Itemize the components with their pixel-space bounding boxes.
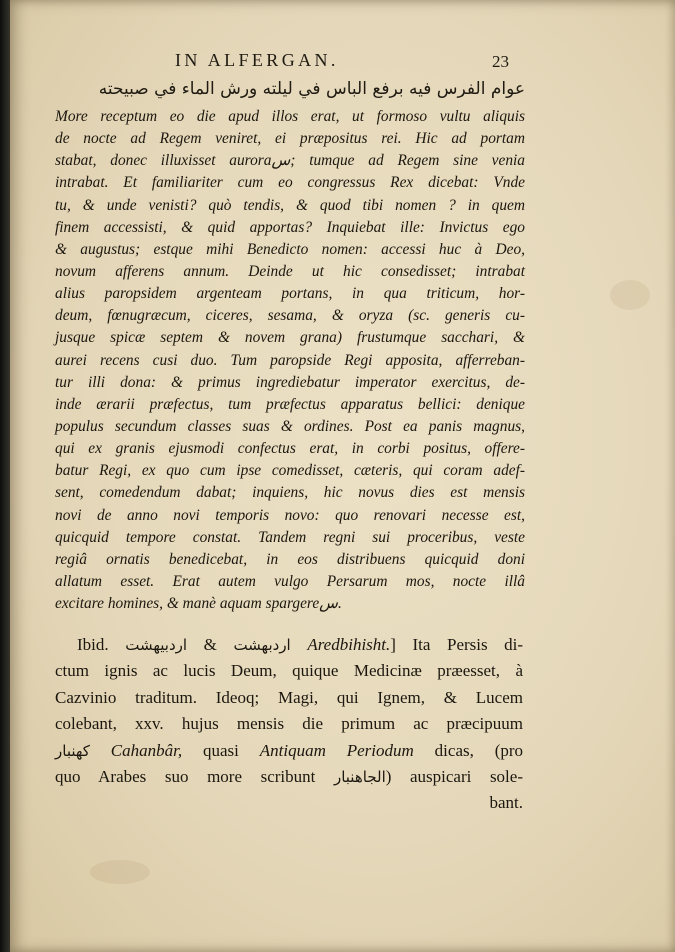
text-line: regiâ ornatis benedicebat, in eos distribuens quicquid doni (55, 550, 525, 568)
text-run: dicas, (pro (434, 740, 524, 760)
text-line: jusque spicæ septem & novem grana) frustumque sacchari, & (55, 329, 525, 347)
text-run: ) auspicari sole- (385, 766, 523, 786)
arabic-term: اردبيهشت (125, 636, 188, 654)
text-line: aurei recens cusi duo. Tum paropside Regi apposita, afferreban- (55, 351, 525, 369)
text-line (55, 764, 523, 790)
italic-paragraph (55, 106, 525, 615)
text-line: More receptum eo die apud illos erat, ut formoso vultu aliquis (55, 108, 525, 125)
text-line: & augustus; estque mihi Benedicto nomen: accessi huc à Deo, (55, 240, 525, 258)
text-run: quasi (203, 740, 239, 760)
page-header (10, 50, 675, 80)
text-line: finem accessisti, & quid apportas? Inquiebat ille: Invictus ego (55, 218, 525, 236)
text-line: sent, comedendum dabat; inquiens, hic novus dies est mensis (55, 484, 525, 502)
italic-term: Aredbihisht. (307, 635, 391, 654)
text-line: colebant, xxv. hujus mensis die primum ac præcipuum (55, 714, 523, 734)
text-line: novum afferens annum. Deinde ut hic consedisset; intrabat (55, 262, 525, 280)
text-line: excitare homines, & manè aquam spargereس. (55, 595, 342, 613)
text-line: stabat, donec illuxisset auroraس; tumque ad Regem sine venia (55, 152, 526, 170)
arabic-term: اردبهشت (233, 636, 291, 654)
text-line (55, 738, 523, 764)
text-line: intrabat. Et familiariter cum eo congressus Rex dicebat: Vnde (55, 174, 525, 192)
text-line: quicquid tempore constat. Tandem regni sui proceribus, veste (55, 528, 525, 546)
text-line: tur illi dona: & primus ingrediebatur imperator exercitus, de- (55, 373, 525, 391)
text-run: ] Ita Persis di- (390, 635, 524, 654)
text-line: ctum ignis ac lucis Deum, quique Medicinæ præesset, à (55, 661, 523, 681)
text-run: quo Arabes suo more scribunt (55, 766, 316, 786)
text-line: alius paropsidem argenteam portans, in qua triticum, hor- (55, 285, 525, 303)
text-line: batur Regi, ex quo cum ipse comedisset, cæteris, qui coram adef- (55, 462, 525, 480)
running-head: IN ALFERGAN. (175, 50, 339, 70)
text-line: de nocte ad Regem veniret, ei præpositus rei. Hic ad portam (55, 130, 525, 148)
italic-term: Antiquam Periodum (259, 740, 414, 760)
text-line: deum, fœnugræcum, ciceres, sesama, & oryza (sc. generis cu- (55, 307, 525, 325)
text-line: qui ex granis ejusmodi confectus erat, in corbi positus, offere- (55, 440, 525, 458)
text-line: inde ærarii præfectus, tum præfectus apparatus bellici: denique (55, 395, 525, 413)
foxing-stain (90, 860, 150, 884)
italic-term: Cahanbâr, (110, 740, 183, 760)
text-run: & (203, 635, 217, 654)
text-run: Ibid. (77, 635, 109, 654)
text-line: allatum esset. Erat autem vulgo Persarum mos, nocte illâ (55, 572, 525, 590)
roman-paragraph (55, 632, 523, 817)
foxing-stain (610, 280, 650, 310)
arabic-text-line: عوام الفرس فيه برفع الباس في ليلته ورش الماء في صبيحته (98, 79, 525, 99)
text-line: tu, & unde venisti? quò tendis, & quod tibi nomen ? in quem (55, 196, 525, 214)
page-number: 23 (492, 52, 509, 71)
arabic-term: كهنبار (55, 741, 90, 760)
text-line (55, 632, 523, 658)
arabic-term: الجاهنبار (333, 767, 386, 786)
text-line: populus secundum classes suas & ordines. Post ea panis magnus, (55, 417, 525, 435)
book-page (10, 0, 675, 952)
text-line: novi de anno novi temporis novo: quo renovari necesse est, (55, 506, 525, 524)
text-line: Cazvinio traditum. Ideoq; Magi, qui Ignem, & Lucem (55, 687, 523, 707)
text-line: bant. (489, 793, 523, 813)
